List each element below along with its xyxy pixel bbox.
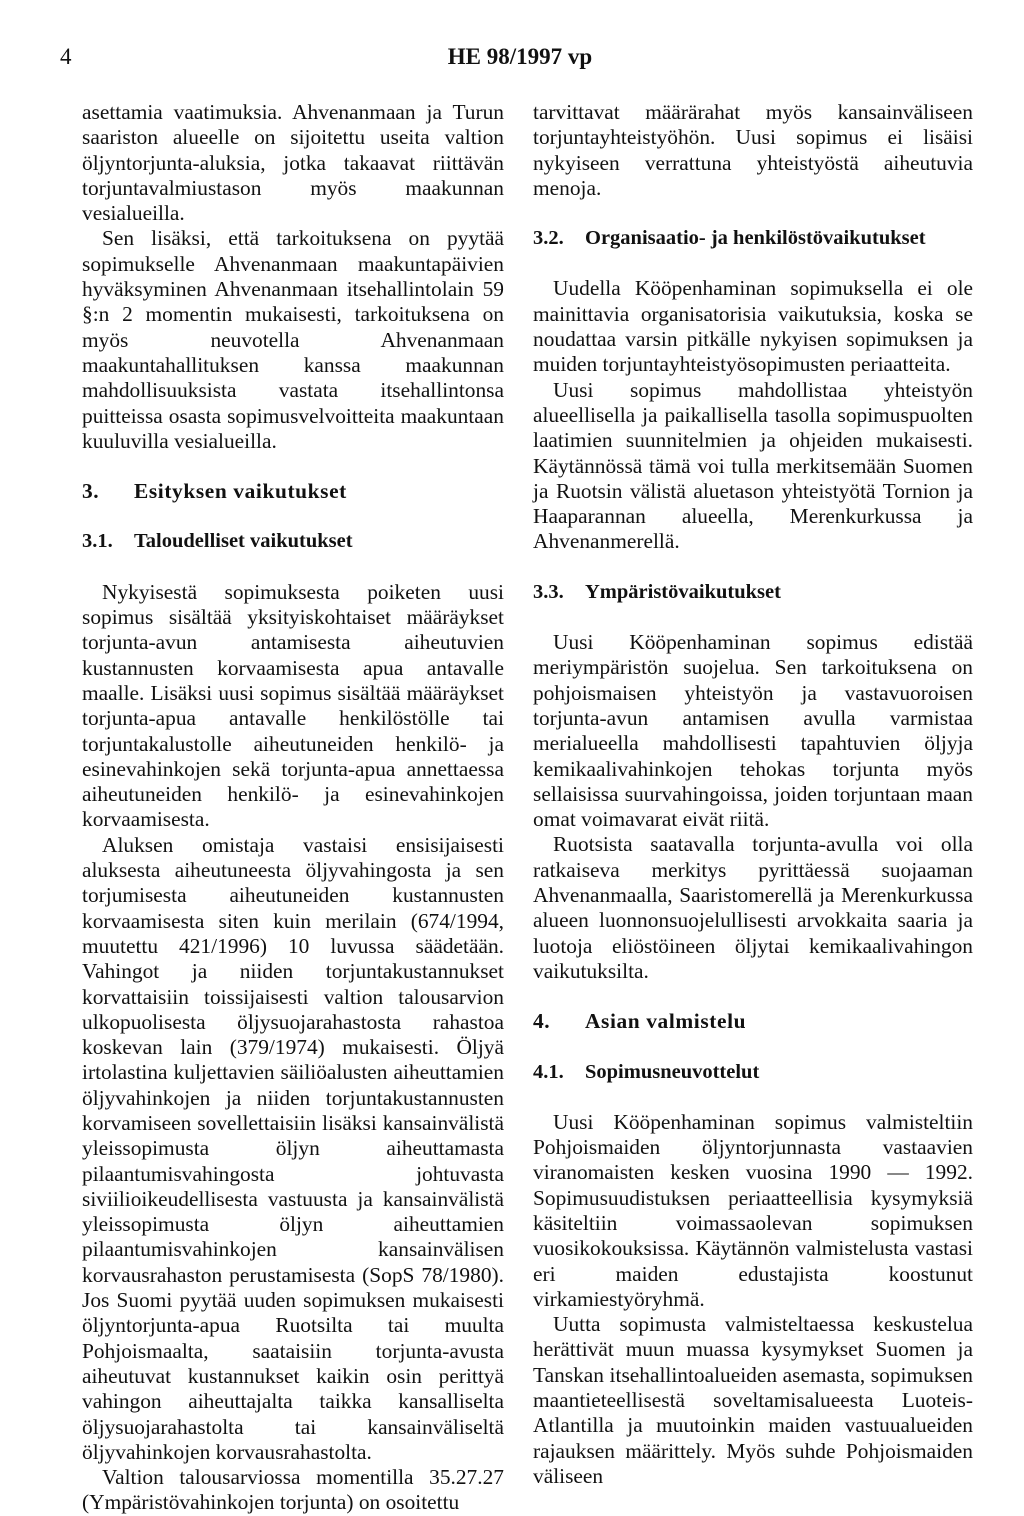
section-heading-4: [533, 1009, 973, 1034]
paragraph: Uusi sopimus mahdollistaa yhteistyön alueellisella ja paikallisella tasolla sopimuspuolten laatimien suunnitelmien ja ohjeiden mukaisesti. Käytännössä tämä voi tulla merkitsemään Suomen ja Ruotsin välistä aluetason yhteistyötä Tornion ja Haaparannan alueella, Merenkurkussa ja Ahvenanmerellä.: [533, 377, 973, 554]
section-number: 3.: [82, 479, 100, 504]
section-heading-3-2: [533, 226, 973, 251]
paragraph: Valtion talousarviossa momentilla 35.27.27 (Ympäristövahinkojen torjunta) on osoitettu: [82, 1465, 504, 1515]
section-number: 4.1.: [533, 1060, 564, 1083]
paragraph: Uusi Kööpenhaminan sopimus valmisteltiin Pohjoismaiden öljyntorjunnasta vastaavien viranomaisten kesken vuosina 1990 — 1992. Sopimusuudistuksen periaatteellisia kysymyksiä käsiteltiin voimassaolevan sopimuksen vuosikokouksissa. Käytännön valmistelusta vastasi eri maiden edustajista koostunut virkamiestyöryhmä.: [533, 1109, 973, 1311]
paragraph: Sen lisäksi, että tarkoituksena on pyytää sopimukselle Ahvenanmaan maakuntapäivien hyväksyminen Ahvenanmaan itsehallintolain 59 §:n 2 momentin mukaisesti, tarkoituksena on myös neuvotella Ahvenanmaan maakuntahallituksen kanssa maakunnan mahdollisuuksista vastata itsehallintonsa puitteissa osasta sopimusvelvoitteita maakuntaan kuuluvilla vesialueilla.: [82, 226, 504, 453]
section-title: Esityksen vaikutukset: [134, 479, 347, 504]
section-heading-3-1: [82, 529, 504, 554]
section-heading-4-1: [533, 1060, 973, 1085]
section-number: 3.1.: [82, 530, 113, 553]
section-heading-3-3: [533, 580, 973, 605]
page-number: 4: [60, 44, 72, 69]
section-title: Asian valmistelu: [585, 1009, 747, 1034]
paragraph: Ruotsista saatavalla torjunta-avulla voi olla ratkaiseva merkitys pyrittäessä suojaaman Ahvenanmaalla, Saaristomerellä ja Merenkurkussa alueen luonnonsuojelullisesti arvokkaita saaria ja luotoja eliöstöineen öljytai kemikaalivahingon vaikutuksilta.: [533, 832, 973, 983]
paragraph: asettamia vaatimuksia. Ahvenanmaan ja Turun saariston alueelle on sijoitettu useita valtion öljyntorjunta-aluksia, jotka takaavat riittävän torjuntavalmiustason myös maakunnan vesialueilla.: [82, 100, 504, 226]
section-title: Ympäristövaikutukset: [585, 580, 781, 603]
paragraph: Uutta sopimusta valmisteltaessa keskustelua herättivät muun muassa kysymykset Suomen ja Tanskan itsehallintoalueiden asemasta, sopimuksen maantieteellisestä soveltamisalueesta Luoteis-Atlantilla ja muutoinkin maiden vastuualueiden rajauksen määrittely. Myös suhde Pohjoismaiden väliseen: [533, 1312, 973, 1488]
section-title: Sopimusneuvottelut: [585, 1060, 760, 1083]
paragraph: Nykyisestä sopimuksesta poiketen uusi sopimus sisältää yksityiskohtaiset määräykset torjunta-avun antamisesta aiheutuvien kustannusten korvaamisesta apua antavalle maalle. Lisäksi uusi sopimus sisältää määräykset torjunta-apua antavalle henkilöstölle tai torjuntakalustolle aiheutuneiden henkilö- ja esinevahinkojen sekä torjunta-apua annettaessa aiheutuneiden henkilö- ja esinevahinkojen korvaamisesta.: [82, 579, 504, 832]
paragraph: Uudella Kööpenhaminan sopimuksella ei ole mainittavia organisatorisia vaikutuksia, koska se noudattaa varsin pitkälle nykyisen sopimuksen ja muiden torjuntayhteistyösopimusten periaatteita.: [533, 276, 973, 377]
section-number: 3.2.: [533, 227, 564, 250]
paragraph: tarvittavat määrärahat myös kansainväliseen torjuntayhteistyöhön. Uusi sopimus ei lisäisi nykyiseen verrattuna yhteistyöstä aiheutuvia menoja.: [533, 100, 973, 200]
page-header: [60, 44, 980, 78]
document-id: HE 98/1997 vp: [447, 44, 593, 69]
section-number: 3.3.: [533, 580, 564, 603]
paragraph: Aluksen omistaja vastaisi ensisijaisesti aluksesta aiheutuneesta öljyvahingosta ja sen torjumisesta aiheutuneiden kustannusten korvaamisesta siten kuin merilain (674/1994, muutettu 421/1996) 10 luvussa säädetään. Vahingot ja niiden torjuntakustannukset korvattaisiin toissijaisesti valtion talousarvion ulkopuolisesta öljysuojarahastosta rahastoa koskevan lain (379/1974) mukaisesti. Öljyä irtolastina kuljettavien säiliöalusten aiheuttamien öljyvahinkojen ja niiden torjuntakustannusten korvamiseen sovellettaisiin lisäksi kansainvälistä yleissopimusta öljyn aiheuttamasta pilaantumisvahingosta johtuvasta siviilioikeudellisesta vastuusta ja kansainvälistä yleissopimusta öljyn aiheuttamien pilaantumisvahinkojen kansainvälisen korvausrahaston perustamisesta (SopS 78/1980). Jos Suomi pyytää uuden sopimuksen mukaisesti öljyntorjunta-apua Ruotsilta tai muulta Pohjoismaalta, saataisiin torjunta-avusta aiheutuvat kustannukset kaikin osin perittyä vahingon aiheuttajalta taikka kansalliselta öljysuojarahastolta tai kansainväliseltä öljyvahinkojen korvausrahastolta.: [82, 832, 504, 1464]
section-title: Taloudelliset vaikutukset: [134, 530, 353, 553]
left-column: [82, 100, 504, 1516]
right-column: [533, 100, 973, 1489]
section-title: Organisaatio- ja henkilöstövaikutukset: [585, 227, 926, 250]
paragraph: Uusi Kööpenhaminan sopimus edistää meriympäristön suojelua. Sen tarkoituksena on pohjoismaisen yhteistyön ja vastavuoroisen torjunta-avun antamisen avulla varmistaa merialueella mahdollisesti tapahtuvien öljyja kemikaalivahinkojen tehokas torjunta myös sellaisissa suurvahingoissa, joiden torjuntaan maan omat voimavarat eivät riitä.: [533, 630, 973, 832]
section-heading-3: [82, 479, 504, 504]
section-number: 4.: [533, 1009, 551, 1034]
